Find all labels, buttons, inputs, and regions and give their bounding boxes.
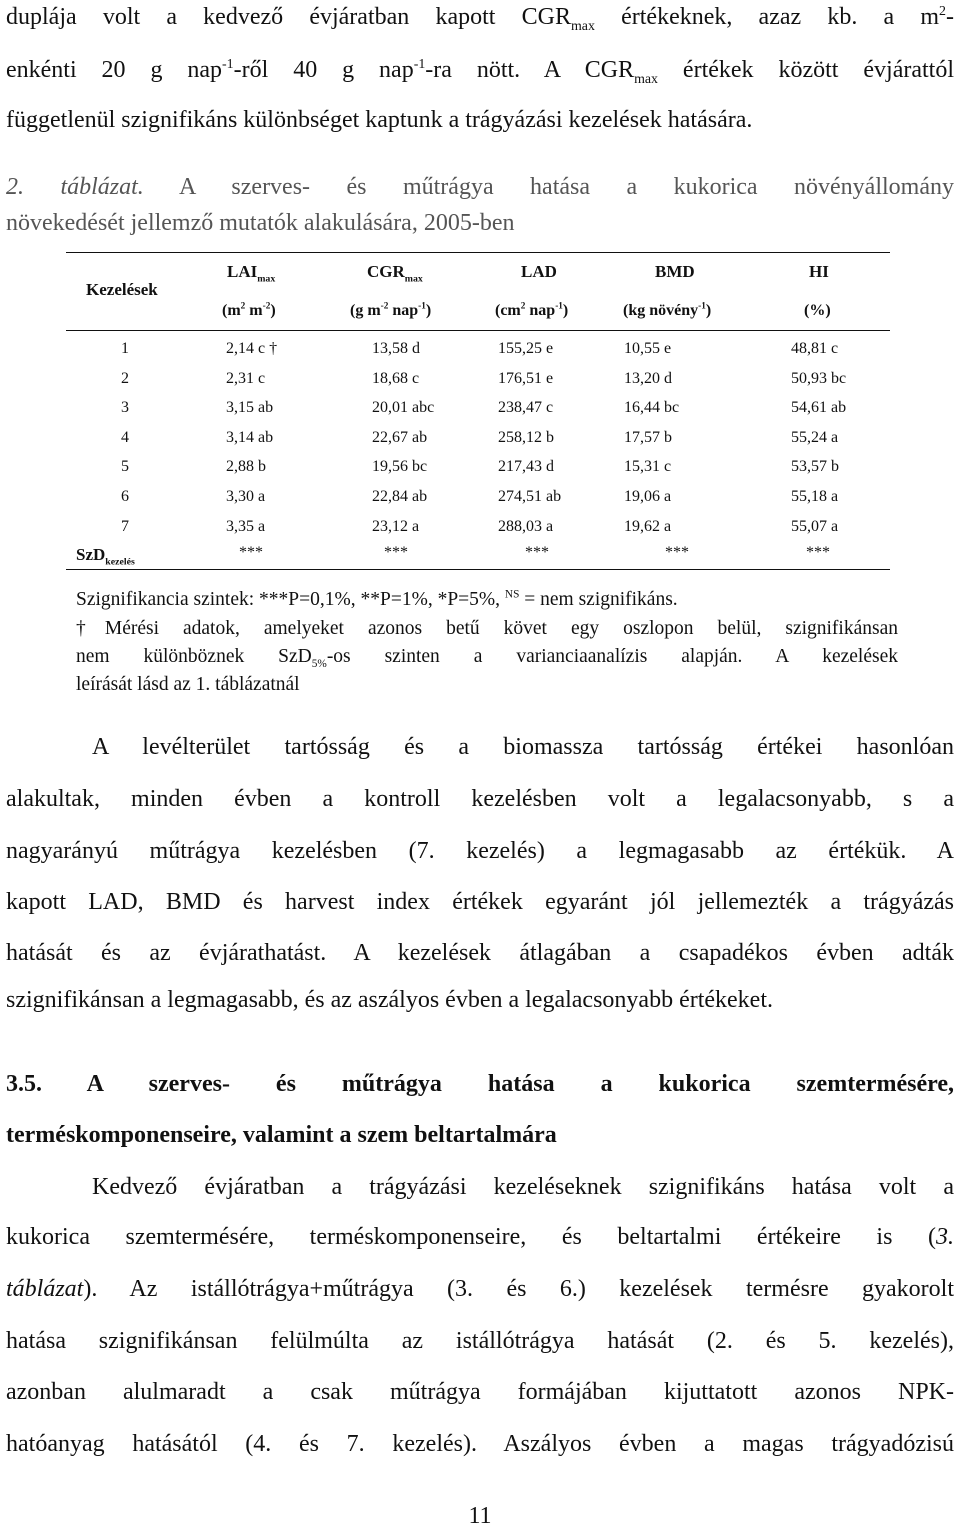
row-header: Kezelések <box>86 280 158 299</box>
szd-cell: *** <box>665 544 689 561</box>
intro-line-1: duplája volt a kedvező évjáratban kapott $CGR_{max}$ értékeknek, azaz kb. a $m^2-$ <box>6 4 954 34</box>
section-heading-line-2: terméskomponenseire, valamint a szem beltartalmára <box>6 1122 557 1148</box>
unit-cgr: (g $m^{-2}$ nap$^{-1}$) <box>350 301 432 319</box>
page-number: 11 <box>468 1503 492 1529</box>
significance-note: Szignifikancia szintek: ***P=0,1%, **P=1%, *P=5%, $^{NS}$ = nem szignifikáns. <box>76 588 678 610</box>
table-cell: 20,01 abc <box>372 399 435 417</box>
col-lai: $LAI_{max}$ <box>227 262 276 285</box>
dagger-note-line-3: leírását lásd az 1. táblázatnál <box>76 674 300 695</box>
para1-line: nagyarányú műtrágya kezelésben (7. kezelés) a legmagasabb az értékük. A <box>6 838 954 864</box>
dagger-note-line-2: nem különböznek SzD$_{5\%}$-os szinten a varianciaanalízis alapján. A kezelések <box>76 646 898 670</box>
unit-bmd: (kg növény$^{-1}$) <box>623 301 712 319</box>
table-header-rule <box>66 330 890 331</box>
table-cell: 23,12 a <box>372 517 420 535</box>
table-cell: 53,57 b <box>791 458 839 476</box>
table-cell: 2,88 b <box>226 458 266 476</box>
table-cell: 288,03 a <box>498 517 554 535</box>
table-cell: 16,44 bc <box>624 399 680 417</box>
szd-cell: *** <box>384 544 408 561</box>
table-cell: 2,14 c † <box>226 340 278 357</box>
table-cell: 50,93 bc <box>791 369 847 387</box>
table-cell: 19,62 a <box>624 517 672 535</box>
szd-cell: *** <box>806 544 830 561</box>
para1-line: hatását és az évjárathatást. A kezelések átlagában a csapadékos évben adták <box>6 940 954 966</box>
table-top-rule <box>66 252 890 253</box>
unit-lai: ($m^2$ $m^{-2}$) <box>222 301 276 319</box>
table-cell: 18,68 c <box>372 369 420 387</box>
intro-line-2: enkénti 20 g nap$^{-1}$-ről 40 g nap$^{-1}$-ra nött. A $CGR_{max}$ értékek között évjárattól <box>6 57 954 87</box>
table-caption-line-2: növekedését jellemző mutatók alakulására, 2005-ben <box>6 210 515 236</box>
table-cell: 155,25 e <box>498 340 554 357</box>
table-cell: 55,07 a <box>791 517 839 535</box>
para2-line: hatóanyag hatásától (4. és 7. kezelés). Aszályos évben a magas trágyadózisú <box>6 1431 954 1457</box>
row-id-cell: 3 <box>121 399 129 417</box>
table-cell: 15,31 c <box>624 458 672 476</box>
col-lad: LAD <box>521 262 557 281</box>
table-cell: 258,12 b <box>498 428 554 446</box>
table-cell: 3,14 ab <box>226 428 274 446</box>
table-cell: 19,56 bc <box>372 458 428 476</box>
table-cell: 22,84 ab <box>372 488 428 505</box>
table-cell: 48,81 c <box>791 340 839 357</box>
row-id-cell: 6 <box>121 488 129 505</box>
table-cell: 54,61 ab <box>791 399 847 417</box>
table-cell: 3,15 ab <box>226 399 274 417</box>
para2-line: kukorica szemtermésére, terméskomponenseire, és beltartalmi értékeire is (3. <box>6 1224 954 1250</box>
para2-line: táblázat). Az istállótrágya+műtrágya (3. és 6.) kezelések termésre gyakorolt <box>6 1276 954 1302</box>
table-cell: 3,35 a <box>226 517 266 535</box>
row-id-cell: 4 <box>121 428 129 446</box>
table-cell: 217,43 d <box>498 458 554 476</box>
para1-line: alakultak, minden évben a kontroll kezelésben volt a legalacsonyabb, s a <box>6 786 954 812</box>
table-bottom-rule <box>66 569 890 570</box>
table-cell: 238,47 c <box>498 399 554 417</box>
dagger-note-line-1: †Mérési adatok, amelyeket azonos betű követ egy oszlopon belül, szignifikánsan <box>76 618 898 639</box>
para1-line: szignifikánsan a legmagasabb, és az aszályos évben a legalacsonyabb értékeket. <box>6 987 774 1013</box>
row-id-cell: 7 <box>121 517 129 535</box>
szd-cell: *** <box>525 544 549 561</box>
table-cell: 13,20 d <box>624 369 672 387</box>
row-id-cell: 5 <box>121 458 129 476</box>
table-cell: 13,58 d <box>372 340 420 357</box>
table-cell: 19,06 a <box>624 488 672 505</box>
table-cell: 55,24 a <box>791 428 839 446</box>
unit-lad: ($cm^2$ nap$^{-1}$) <box>495 301 569 319</box>
szd-cell: *** <box>239 544 263 561</box>
col-hi: HI <box>809 262 829 281</box>
para1-line: kapott LAD, BMD és harvest index értékek egyaránt jól jellemezték a trágyázás <box>6 889 954 915</box>
section-heading: 3.5. A szerves- és műtrágya hatása a kukorica szemtermésére, <box>6 1071 954 1097</box>
para2-line: hatása szignifikánsan felülmúlta az istállótrágya hatását (2. és 5. kezelés), <box>6 1328 954 1354</box>
para1-line: A levélterület tartósság és a biomassza tartósság értékei hasonlóan <box>92 734 954 760</box>
intro-line-3: függetlenül szignifikáns különbséget kaptunk a trágyázási kezelések hatására. <box>6 107 753 133</box>
table-cell: 55,18 a <box>791 488 839 505</box>
table-cell: 3,30 a <box>226 488 266 505</box>
row-id-cell: 1 <box>121 340 129 357</box>
table-cell: 22,67 ab <box>372 428 428 446</box>
para2-line: Kedvező évjáratban a trágyázási kezeléseknek szignifikáns hatása volt a <box>92 1174 954 1200</box>
table-cell: 10,55 e <box>624 340 672 357</box>
table-cell: 2,31 c <box>226 369 266 387</box>
table-cell: 17,57 b <box>624 428 672 446</box>
row-id-cell: 2 <box>121 369 129 387</box>
col-cgr: $CGR_{max}$ <box>367 262 423 285</box>
table-cell: 176,51 e <box>498 369 554 387</box>
table-cell: 274,51 ab <box>498 488 562 505</box>
para2-line: azonban alulmaradt a csak műtrágya formájában kijuttatott azonos NPK- <box>6 1379 954 1405</box>
col-bmd: BMD <box>655 262 695 281</box>
table-caption: 2. táblázat. A szerves- és műtrágya hatása a kukorica növényállomány <box>6 174 954 200</box>
unit-hi: (%) <box>804 302 831 319</box>
szd-label: SzD$_{kezelés}$ <box>76 545 135 568</box>
